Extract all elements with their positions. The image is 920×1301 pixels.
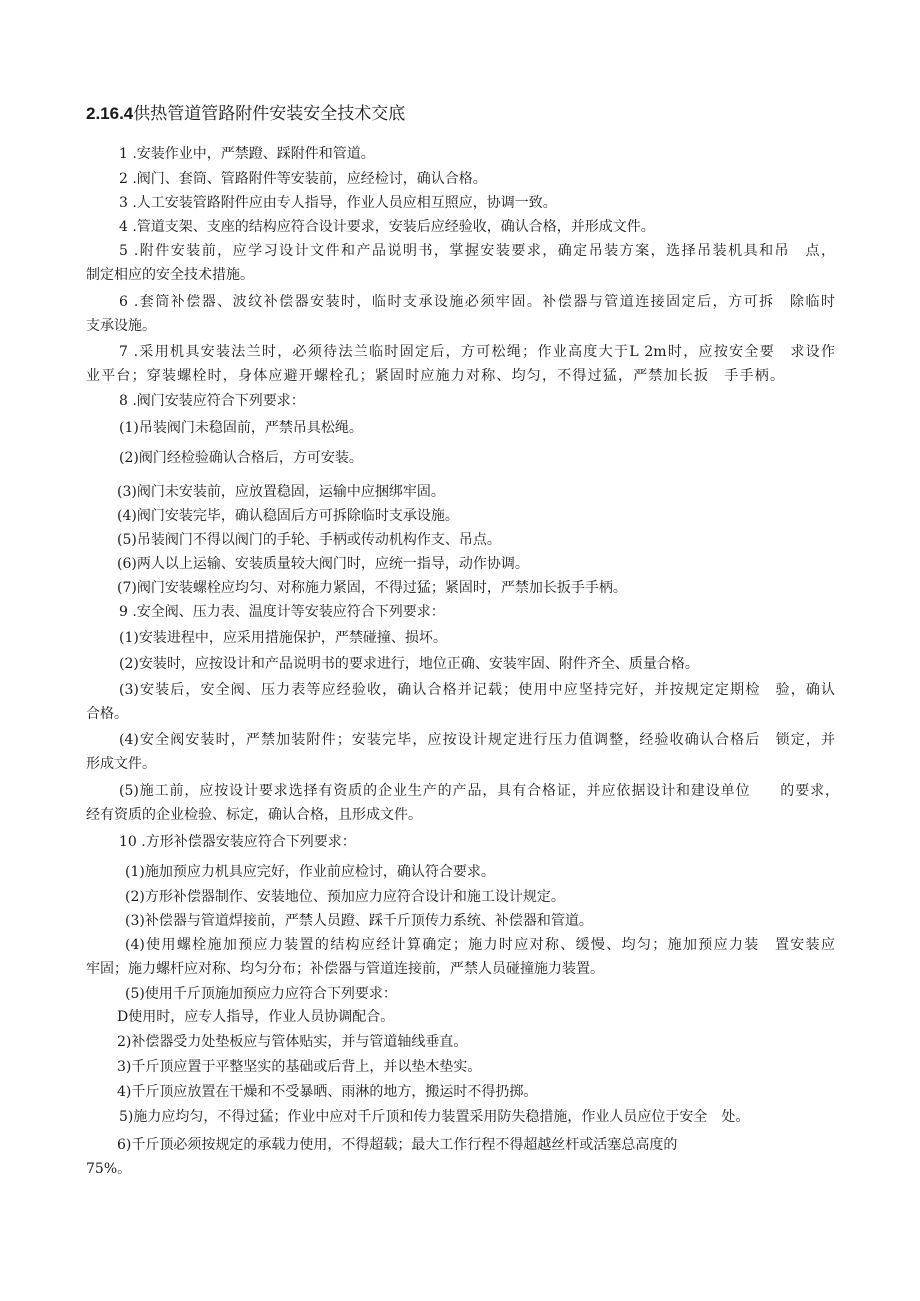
paragraph-line: 形成文件。 <box>86 756 156 772</box>
paragraph-line: 7 .采用机具安装法兰时，必须待法兰临时固定后，方可松绳；作业高度大于L 2m时，应按安全要 求设作 <box>119 344 835 360</box>
paragraph-line: 10 .方形补偿器安装应符合下列要求： <box>119 834 356 850</box>
paragraph-line: 1 .安装作业中，严禁蹬、踩附件和管道。 <box>119 146 375 162</box>
section-title <box>86 99 405 124</box>
paragraph-line: 3 .人工安装管路附件应由专人指导，作业人员应相互照应，协调一致。 <box>119 195 557 211</box>
paragraph-line: (6)两人以上运输、安装质量较大阀门时，应统一指导，动作协调。 <box>117 556 529 572</box>
section-title-text: 供热管道管路附件安装安全技术交底 <box>133 104 406 124</box>
paragraph-line: 业平台；穿装螺栓时，身体应避开螺栓孔；紧固时应施力对称、均匀，不得过猛，严禁加长扳 手手柄。 <box>86 368 784 384</box>
paragraph-line: (4)使用螺栓施加预应力装置的结构应经计算确定；施力时应对称、缓慢、均匀；施加预应力装 置安装应 <box>125 937 835 953</box>
paragraph-line: (3)阀门未安装前，应放置稳固，运输中应捆绑牢固。 <box>117 484 445 500</box>
paragraph-line: (1)吊装阀门未稳固前，严禁吊具松绳。 <box>119 420 363 436</box>
paragraph-line: 合格。 <box>86 706 128 722</box>
paragraph-line: 3)千斤顶应置于平整坚实的基础或后背上，并以垫木垫实。 <box>117 1059 482 1075</box>
paragraph-line: (3)补偿器与管道焊接前，严禁人员蹬、踩千斤顶传力系统、补偿器和管道。 <box>125 913 593 929</box>
paragraph-line: 支承设施。 <box>86 318 156 334</box>
section-number: 2.16.4 <box>86 104 134 123</box>
paragraph-line: D使用时，应专人指导，作业人员协调配合。 <box>117 1009 395 1025</box>
paragraph-line: 6 .套筒补偿器、波纹补偿器安装时，临时支承设施必须牢固。补偿器与管道连接固定后，方可拆 除临时 <box>119 294 835 310</box>
paragraph-line: 9 .安全阀、压力表、温度计等安装应符合下列要求： <box>119 604 445 620</box>
paragraph-line: 2 .阀门、套筒、管路附件等安装前，应经检讨，确认合格。 <box>119 171 487 187</box>
paragraph-line: (4)安全阀安装时，严禁加装附件；安装完毕，应按设计规定进行压力值调整，经验收确认合格后 锁定，并 <box>119 732 835 748</box>
paragraph-line: (1)安装进程中，应采用措施保护，严禁碰撞、损坏。 <box>119 630 447 646</box>
paragraph-line: 4)千斤顶应放置在干燥和不受暴晒、雨淋的地方，搬运时不得扔掷。 <box>117 1084 538 1100</box>
paragraph-line: (1)施加预应力机具应完好，作业前应检讨，确认符合要求。 <box>125 864 495 880</box>
paragraph-line: 制定相应的安全技术措施。 <box>86 267 254 283</box>
paragraph-line: (3)安装后，安全阀、压力表等应经验收，确认合格并记载；使用中应坚持完好，并按规定定期检 验，确认 <box>119 682 835 698</box>
paragraph-line: 8 .阀门安装应符合下列要求： <box>119 393 305 409</box>
paragraph-line: (2)阀门经检验确认合格后，方可安装。 <box>119 450 363 466</box>
paragraph-line: 5)施力应均匀，不得过猛；作业中应对千斤顶和传力装置采用防失稳措施，作业人员应位于安全 处。 <box>119 1109 750 1125</box>
paragraph-line: (5)施工前，应按设计要求选择有资质的企业生产的产品，具有合格证，并应依据设计和建设单位 的要求， <box>119 783 839 799</box>
paragraph-line: (7)阀门安装螺栓应均匀、对称施力紧固，不得过猛；紧固时，严禁加长扳手手柄。 <box>117 580 627 596</box>
paragraph-line: 2)补偿器受力处垫板应与管体贴实，并与管道轴线垂直。 <box>117 1034 468 1050</box>
paragraph-line: (5)吊装阀门不得以阀门的手轮、手柄或传动机构作支、吊点。 <box>117 532 501 548</box>
paragraph-line: (2)安装时，应按设计和产品说明书的要求进行，地位正确、安装牢固、附件齐全、质量合格。 <box>119 656 699 672</box>
paragraph-line: 牢固；施力螺杆应对称、均匀分布；补偿器与管道连接前，严禁人员碰撞施力装置。 <box>86 961 604 977</box>
paragraph-line: 经有资质的企业检验、标定，确认合格，且形成文件。 <box>86 807 422 823</box>
paragraph-line: (2)方形补偿器制作、安装地位、预加应力应符合设计和施工设计规定。 <box>125 889 565 905</box>
paragraph-line: 5 .附件安装前，应学习设计文件和产品说明书，掌握安装要求，确定吊装方案，选择吊装机具和吊 点， <box>119 243 835 259</box>
paragraph-line: 75%。 <box>86 1161 132 1177</box>
paragraph-line: 6)千斤顶必须按规定的承载力使用，不得超载；最大工作行程不得超越丝杆或活塞总高度的 <box>117 1137 678 1153</box>
paragraph-line: (5)使用千斤顶施加预应力应符合下列要求： <box>125 986 397 1002</box>
paragraph-line: (4)阀门安装完毕，确认稳固后方可拆除临时支承设施。 <box>117 508 459 524</box>
paragraph-line: 4 .管道支架、支座的结构应符合设计要求，安装后应经验收，确认合格，并形成文件。 <box>119 219 655 235</box>
